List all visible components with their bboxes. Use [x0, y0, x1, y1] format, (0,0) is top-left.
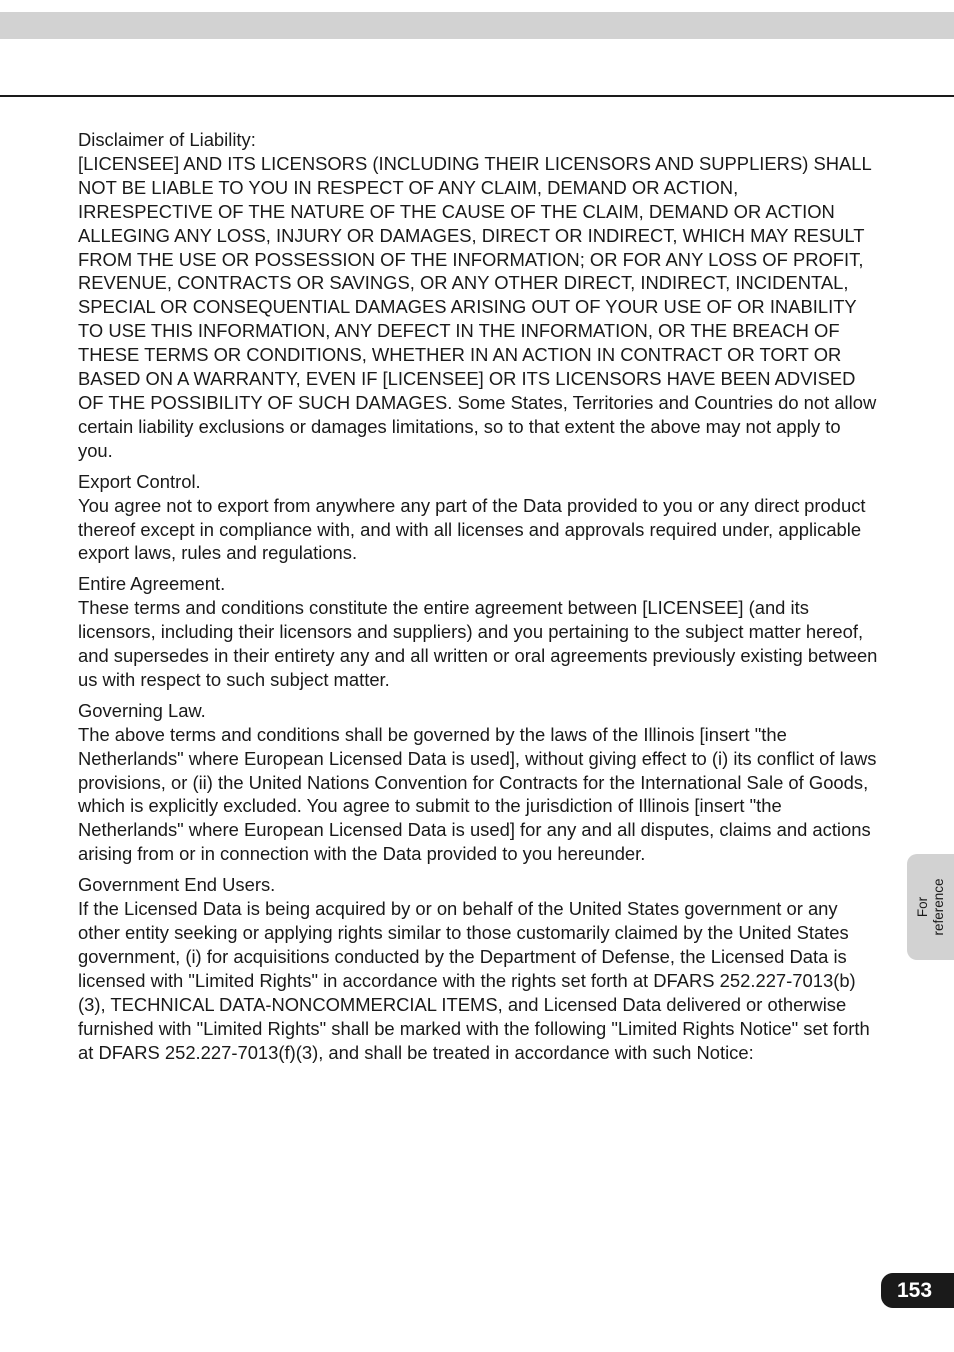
section-heading: Government End Users. — [78, 874, 276, 896]
side-tab-line-2: reference — [930, 878, 946, 936]
section-heading: Governing Law. — [78, 699, 206, 721]
section-export-control — [78, 470, 878, 566]
header-rule — [0, 95, 954, 97]
section-governing-law — [78, 699, 878, 866]
page-number-badge: 153 — [881, 1273, 954, 1308]
section-body: You agree not to export from anywhere any part of the Data provided to you or any direct product thereof except in compliance with, and with all licenses and approvals required under, applicable export laws, rules and regulations. — [78, 494, 866, 564]
section-body: These terms and conditions constitute the entire agreement between [LICENSEE] (and its licensors, including their licensors and suppliers) and you pertaining to the subject matter hereof, and supersedes in their entirety any and all written or oral agreements previously existing between us with respect to such subject matter. — [78, 597, 878, 690]
section-government-end-users — [78, 873, 878, 1064]
section-heading: Disclaimer of Liability: — [78, 129, 256, 150]
section-heading: Export Control. — [78, 470, 201, 492]
section-heading: Entire Agreement. — [78, 573, 226, 595]
section-body: The above terms and conditions shall be governed by the laws of the Illinois [insert "the Netherlands" where European Licensed Data is used], without giving effect to (i) its conflict of laws provisions, or (ii) the United Nations Convention for Contracts for the International Sale of Goods, which is explicitly excluded. You agree to submit to the jurisdiction of Illinois [insert "the Netherlands" where European Licensed Data is used] for any and all disputes, claims and actions arising from or in connection with the Data provided to you hereunder. — [78, 723, 877, 865]
side-tab-label — [915, 878, 947, 935]
section-body: If the Licensed Data is being acquired by or on behalf of the United States government or any other entity seeking or applying rights similar to those customarily claimed by the United States government, (i) for acquisitions conducted by the Department of Defense, the Licensed Data is licensed with "Limited Rights" in accordance with the rights set forth at DFARS 252.227-7013(b)(3), TECHNICAL DATA-NONCOMMERCIAL ITEMS, and Licensed Data delivered or otherwise furnished with "Limited Rights" shall be marked with the following "Limited Rights Notice" set forth at DFARS 252.227-7013(f)(3), and shall be treated in accordance with such Notice: — [78, 898, 870, 1063]
section-disclaimer — [78, 128, 878, 463]
for-reference-tab[interactable] — [907, 854, 954, 960]
side-tab-line-1: For — [914, 896, 930, 918]
section-body: [LICENSEE] AND ITS LICENSORS (INCLUDING THEIR LICENSORS AND SUPPLIERS) SHALL NOT BE LIABLE TO YOU IN RESPECT OF ANY CLAIM, DEMAND OR ACTION, IRRESPECTIVE OF THE NATURE OF THE CAUSE OF THE CLAIM, DEMAND OR ACTION ALLEGING ANY LOSS, INJURY OR DAMAGES, DIRECT OR INDIRECT, WHICH MAY RESULT FROM THE USE OR POSSESSION OF THE INFORMATION; OR FOR ANY LOSS OF PROFIT, REVENUE, CONTRACTS OR SAVINGS, OR ANY OTHER DIRECT, INDIRECT, INCIDENTAL, SPECIAL OR CONSEQUENTIAL DAMAGES ARISING OUT OF YOUR USE OF OR INABILITY TO USE THIS INFORMATION, ANY DEFECT IN THE INFORMATION, OR THE BREACH OF THESE TERMS OR CONDITIONS, WHETHER IN AN ACTION IN CONTRACT OR TORT OR BASED ON A WARRANTY, EVEN IF [LICENSEE] OR ITS LICENSORS HAVE BEEN ADVISED OF THE POSSIBILITY OF SUCH DAMAGES. Some States, Territories and Countries do not allow certain liability exclusions or damages limitations, so to that extent the above may not apply to you. — [78, 152, 877, 461]
document-body — [78, 128, 878, 1071]
section-entire-agreement — [78, 572, 878, 692]
header-band — [0, 12, 954, 39]
